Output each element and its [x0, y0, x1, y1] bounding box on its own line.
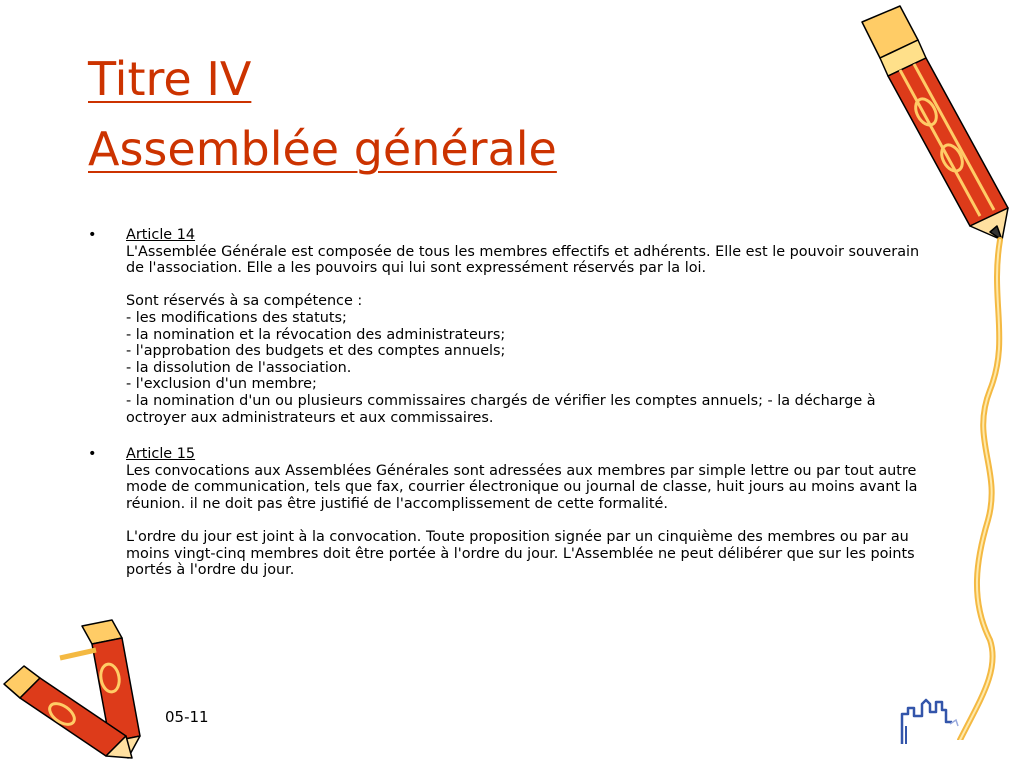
bullet: •: [88, 227, 97, 243]
paragraph-spacer: [126, 277, 931, 294]
castle-icon: [896, 696, 960, 746]
article-paragraph: L'ordre du jour est joint à la convocation. Toute proposition signée par un cinquième des membres ou par au moins vingt-cinq membres doit être portée à l'ordre du jour. L'Assemblée ne peut délibérer que sur les points portés à l'ordre du jour.: [126, 529, 915, 579]
crossed-pencils-icon: [0, 618, 150, 763]
footer-date: 05-11: [165, 708, 209, 726]
bullet: •: [88, 446, 97, 463]
slide-body: [86, 227, 931, 579]
article-heading: Article 14: [126, 227, 196, 243]
paragraph-spacer: [126, 513, 931, 530]
article-list-item: - les modifications des statuts;: [126, 309, 347, 326]
article-paragraph: L'Assemblée Générale est composée de tous les membres effectifs et adhérents. Elle est le pouvoir souverain de l'association. Elle a les pouvoirs qui lui sont expressément réservés par la loi.: [126, 243, 920, 277]
slide-title: [88, 44, 557, 184]
article-list-item: - la nomination et la révocation des administrateurs;: [126, 326, 506, 343]
title-line-2: Assemblée générale: [88, 122, 557, 176]
article-heading: Article 15: [126, 446, 196, 463]
article-15: [86, 446, 931, 579]
article-paragraph: Sont réservés à sa compétence :: [126, 293, 363, 310]
article-list-item: - l'exclusion d'un membre;: [126, 376, 317, 393]
pencil-icon: [840, 0, 1020, 740]
article-paragraph: Les convocations aux Assemblées Générales sont adressées aux membres par simple lettre ou par tout autre mode de communication, tels que fax, courrier électronique ou journal de classe, huit jours au moins avant la réunion. il ne doit pas être justifié de l'accomplissement de cette formalité.: [126, 462, 918, 512]
title-line-1: Titre IV: [88, 52, 252, 106]
article-list-item: - la dissolution de l'association.: [126, 359, 352, 376]
article-14: [86, 227, 931, 426]
article-list-item: - la nomination d'un ou plusieurs commissaires chargés de vérifier les comptes annuels; - la décharge à octroyer aux administrateurs et aux commissaires.: [126, 392, 876, 426]
article-list-item: - l'approbation des budgets et des comptes annuels;: [126, 343, 506, 360]
